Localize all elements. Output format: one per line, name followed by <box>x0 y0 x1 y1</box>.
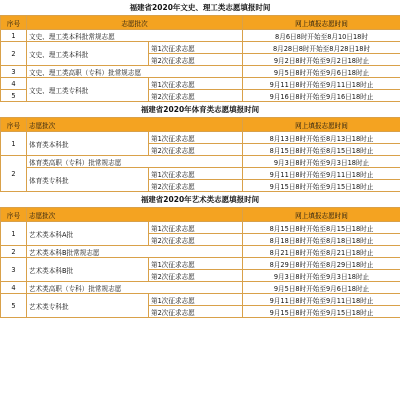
row-batch: 体育类专科批 <box>27 168 149 192</box>
row-batch: 文史、理工类高职（专科）批常规志愿 <box>27 66 243 78</box>
row-time: 9月11日8时开始至9月11日18时止 <box>243 294 400 306</box>
row-time: 9月16日8时开始至9月16日18时止 <box>243 90 400 102</box>
row-round: 第1次征求志愿 <box>149 78 243 90</box>
row-time: 8月15日8时开始至8月15日18时止 <box>243 222 400 234</box>
row-no: 4 <box>1 282 27 294</box>
row-batch: 艺术类专科批 <box>27 294 149 318</box>
header-batch: 志愿批次 <box>27 118 243 132</box>
row-batch: 艺术类本科B批 <box>27 258 149 282</box>
row-round: 第1次征求志愿 <box>149 168 243 180</box>
table-header-row <box>1 118 400 132</box>
table-row <box>1 30 400 42</box>
row-time: 8月15日8时开始至8月15日18时止 <box>243 144 400 156</box>
table-row <box>1 258 400 270</box>
section2-title: 福建省2020年体育类志愿填报时间 <box>140 105 260 114</box>
section2-table <box>0 117 400 192</box>
table-row <box>1 78 400 90</box>
row-time: 8月13日8时开始至8月13日18时止 <box>243 132 400 144</box>
row-batch: 艺术类本科B批常规志愿 <box>27 246 243 258</box>
row-time: 9月15日8时开始至9月15日18时止 <box>243 306 400 318</box>
row-round: 第1次征求志愿 <box>149 222 243 234</box>
table-row <box>1 294 400 306</box>
row-time: 9月3日8时开始至9月3日18时止 <box>243 156 400 168</box>
row-time: 8月28日8时开始至8月28日18时 <box>243 42 400 54</box>
row-no: 1 <box>1 132 27 156</box>
section1-table <box>0 15 400 102</box>
row-time: 9月5日8时开始至9月6日18时止 <box>243 66 400 78</box>
header-no: 序号 <box>1 16 27 30</box>
row-no: 2 <box>1 42 27 66</box>
header-time: 网上填报志愿时间 <box>243 118 400 132</box>
row-no: 2 <box>1 246 27 258</box>
row-round: 第1次征求志愿 <box>149 258 243 270</box>
row-round: 第1次征求志愿 <box>149 132 243 144</box>
row-round: 第2次征求志愿 <box>149 234 243 246</box>
row-time: 8月21日8时开始至8月21日18时止 <box>243 246 400 258</box>
table-row <box>1 66 400 78</box>
table-row <box>1 168 400 180</box>
row-batch: 文史、理工类专科批 <box>27 78 149 102</box>
row-no: 5 <box>1 294 27 318</box>
row-batch: 体育类高职（专科）批常规志愿 <box>27 156 243 168</box>
section1-title: 福建省2020年文史、理工类志愿填报时间 <box>129 3 271 12</box>
table-row <box>1 132 400 144</box>
table-header-row <box>1 208 400 222</box>
row-time: 9月3日8时开始至9月3日18时止 <box>243 270 400 282</box>
row-time: 9月2日8时开始至9月2日18时止 <box>243 54 400 66</box>
row-batch: 艺术类本科A批 <box>27 222 149 246</box>
row-time: 9月5日8时开始至9月6日18时止 <box>243 282 400 294</box>
row-round: 第2次征求志愿 <box>149 54 243 66</box>
row-no: 3 <box>1 66 27 78</box>
row-round: 第1次征求志愿 <box>149 42 243 54</box>
header-batch: 志愿批次 <box>27 208 243 222</box>
row-batch: 文史、理工类本科批常规志愿 <box>27 30 243 42</box>
row-round: 第2次征求志愿 <box>149 90 243 102</box>
row-batch: 体育类本科批 <box>27 132 149 156</box>
row-no: 3 <box>1 258 27 282</box>
row-no: 5 <box>1 90 27 102</box>
table-row <box>1 156 400 168</box>
table-row <box>1 246 400 258</box>
row-round: 第1次征求志愿 <box>149 294 243 306</box>
section3-table <box>0 207 400 318</box>
row-round: 第2次征求志愿 <box>149 306 243 318</box>
row-round: 第2次征求志愿 <box>149 144 243 156</box>
row-no: 1 <box>1 222 27 246</box>
row-batch: 艺术类高职（专科）批常规志愿 <box>27 282 243 294</box>
row-round: 第2次征求志愿 <box>149 270 243 282</box>
row-time: 9月11日8时开始至9月11日18时止 <box>243 168 400 180</box>
table-row <box>1 282 400 294</box>
header-no: 序号 <box>1 208 27 222</box>
header-time: 网上填报志愿时间 <box>243 208 400 222</box>
table-row <box>1 222 400 234</box>
table-row <box>1 42 400 54</box>
row-time: 9月15日8时开始至9月15日18时止 <box>243 180 400 192</box>
row-batch: 文史、理工类本科批 <box>27 42 149 66</box>
row-time: 9月11日8时开始至9月11日18时止 <box>243 78 400 90</box>
header-no: 序号 <box>1 118 27 132</box>
row-round: 第2次征求志愿 <box>149 180 243 192</box>
row-time: 8月6日8时开始至8月10日18时 <box>243 30 400 42</box>
row-no: 1 <box>1 30 27 42</box>
row-time: 8月18日8时开始至8月18日18时止 <box>243 234 400 246</box>
row-no: 4 <box>1 78 27 90</box>
header-batch: 志愿批次 <box>27 16 243 30</box>
header-time: 网上填报志愿时间 <box>243 16 400 30</box>
table-header-row <box>1 16 400 30</box>
row-no: 2 <box>1 156 27 192</box>
section3-title: 福建省2020年艺术类志愿填报时间 <box>140 195 260 204</box>
row-time: 8月29日8时开始至8月29日18时止 <box>243 258 400 270</box>
